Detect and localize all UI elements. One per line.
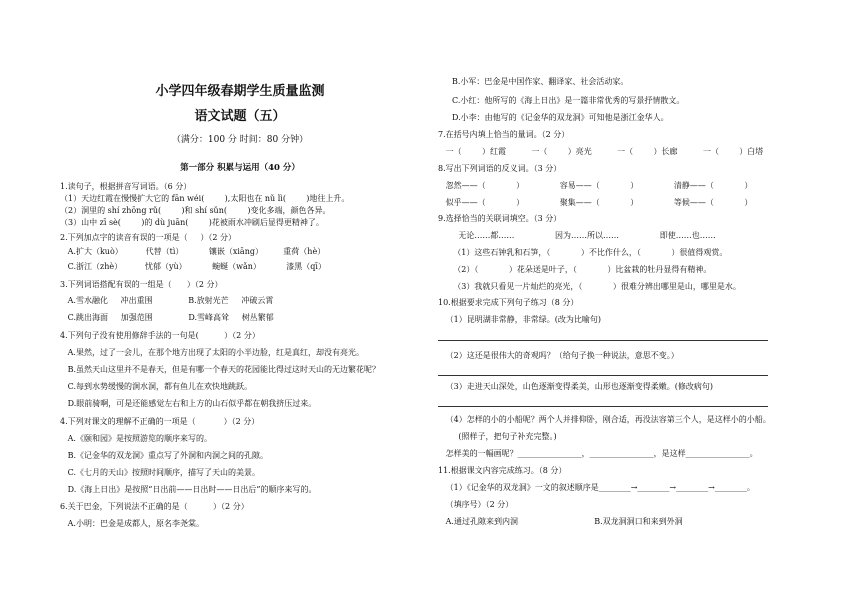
question-line: C.跳出海面 加强范围 D.雪峰高耸 树丛繁郁 bbox=[60, 313, 274, 322]
question-line: A.《颐和园》是按照游览的顺序来写的。 bbox=[60, 434, 212, 443]
answer-line[interactable] bbox=[438, 340, 768, 341]
question-line: （2）这还是很伟大的奇观吗？（给句子换一种说法，意思不变。） bbox=[438, 351, 679, 360]
exam-subtitle: 语文试题（五） bbox=[194, 109, 286, 124]
question-line: （3）我就只看见一片灿烂的亮光，（ ）很难分辨出哪里是山，哪里是水。 bbox=[438, 282, 741, 291]
question-line: 一（ ）红霞 一（ ）亮光 一（ ）长廊 一（ ）白塔 bbox=[438, 147, 764, 156]
question-line: C.《七月的天山》按照时间顺序，描写了天山的美景。 bbox=[60, 468, 261, 477]
question-line: 7.在括号内填上恰当的量词。（2 分） bbox=[438, 130, 570, 139]
score-time-line: （满分：100 分 时间：80 分钟） bbox=[171, 135, 309, 145]
question-line: 无论……都…… 因为……所以…… 即使……也…… bbox=[438, 231, 716, 240]
question-line: （1）天边红霞在慢慢扩大它的 fān wéi( ),太阳也在 nǔ lì( )地往上升。 bbox=[60, 194, 350, 203]
question-line: A.扩大（kuò） 代替（tì） 镶嵌（xiāng） 重荷（hè） bbox=[60, 247, 326, 256]
question-line: 11.根据课文内容完成练习。（8 分） bbox=[438, 466, 567, 475]
question-line: （填序号）（2 分） bbox=[438, 500, 514, 509]
question-line: 3.下列词语搭配有误的一组是（ ）（2 分） bbox=[60, 280, 223, 289]
question-line: （4）怎样的小的小船呢？两个人并排仰卧，刚合适，再没法容第三个人，是这样小的小船。 bbox=[438, 415, 771, 424]
question-line: 4.下列句子没有使用修辞手法的一句是( ）（2 分） bbox=[60, 331, 260, 340]
question-line: （1）昆明湖非常静，非常绿。(改为比喻句) bbox=[438, 315, 601, 324]
question-line: （2）（ ）花朵送是叶子，（ ）比盆栽的牡丹显得有精神。 bbox=[438, 265, 712, 274]
question-line: 忽然——（ ） 容易——（ ） 清静——（ ） bbox=[438, 181, 753, 190]
question-line: A.通过孔隙来到内洞 B.双龙洞洞口和来到外洞 bbox=[438, 517, 683, 526]
question-line: （1）这些石钟乳和石笋，（ ）不比作什么，（ ）很值得观赏。 bbox=[438, 248, 728, 257]
question-line: （3）山中 zī sè( )的 dù juān( )花被雨水冲刷后显得更精神了。 bbox=[60, 218, 324, 227]
question-line: C.每到水势缓慢的涧水洞，都有鱼儿在欢快地跳跃。 bbox=[60, 382, 253, 391]
question-line: （1）《记金华的双龙洞》一文的叙述顺序是________→________→________→________。 bbox=[438, 483, 755, 492]
exam-title: 小学四年级春期学生质量监测 bbox=[155, 84, 325, 99]
question-line: C.小红：他所写的《海上日出》是一篇非常优秀的写景抒情散文。 bbox=[452, 96, 685, 105]
question-line: (照样子，把句子补充完整。) bbox=[438, 432, 557, 441]
question-line: D.眼前骑啊，可是还能感觉左右和上方的山石似乎都在朝我挤压过来。 bbox=[60, 399, 317, 408]
question-line: B.小军：巴金是中国作家、翻译家、社会活动家。 bbox=[452, 77, 629, 86]
question-line: 2.下列加点字的读音有误的一项是（ ）（2 分） bbox=[60, 233, 236, 242]
question-line: 10.根据要求完成下列句子练习（8 分） bbox=[438, 298, 579, 307]
question-line: 9.选择恰当的关联词填空。（3 分） bbox=[438, 214, 562, 223]
question-line: B.《记金华的双龙洞》重点写了外洞和内洞之间的孔隙。 bbox=[60, 451, 269, 460]
question-line: C.浙江（zhè） 忧郁（yù） 蜿蜒（wǎn） 漆黑（qī） bbox=[60, 262, 326, 271]
question-line: （2）洞里的 shí zhōng rǔ( )和 shí sǔn( )变化多端，颜色各异。 bbox=[60, 206, 331, 215]
question-line: A.雪水融化 冲出重围 B.放射光芒 冲破云霄 bbox=[60, 296, 274, 305]
question-line: 1.读句子，根据拼音写词语。（6 分） bbox=[60, 182, 192, 191]
question-line: A.果然，过了一会儿，在那个地方出现了太阳的小半边脸，红是真红，却没有亮光。 bbox=[60, 348, 364, 357]
question-line: 6.关于巴金，下列说法不正确的是（ ）（2 分） bbox=[60, 502, 249, 511]
question-line: （3）走进天山深处，山色逐渐变得柔美，山形也逐渐变得柔嫩。(修改病句) bbox=[438, 382, 713, 391]
question-line: D.小李：由他写的《记金华的双龙洞》可知他是浙江金华人。 bbox=[452, 113, 669, 122]
question-line: A.小明：巴金是成都人，原名李尧棠。 bbox=[60, 519, 204, 528]
answer-line[interactable] bbox=[438, 406, 768, 407]
question-line: 8.写出下列词语的反义词。（3 分） bbox=[438, 164, 562, 173]
question-line: D.《海上日出》是按照“日出前——日出时——日出后”的顺序来写的。 bbox=[60, 485, 317, 494]
section-heading: 第一部分 积累与运用（40 分） bbox=[180, 163, 300, 173]
question-line: B.虽然天山这里并不是春天，但是有哪一个春天的花园能比得过这时天山的无边繁花呢？ bbox=[60, 365, 381, 374]
answer-line[interactable] bbox=[438, 375, 768, 376]
question-line: 似乎——（ ） 聚集——（ ） 等候——（ ） bbox=[438, 198, 753, 207]
question-line: 4.下列对课文的理解不正确的一项是（ ）（2 分） bbox=[60, 417, 260, 426]
question-line: 怎样美的一幅画呢？________________，________________，是这样________________。 bbox=[438, 449, 758, 458]
